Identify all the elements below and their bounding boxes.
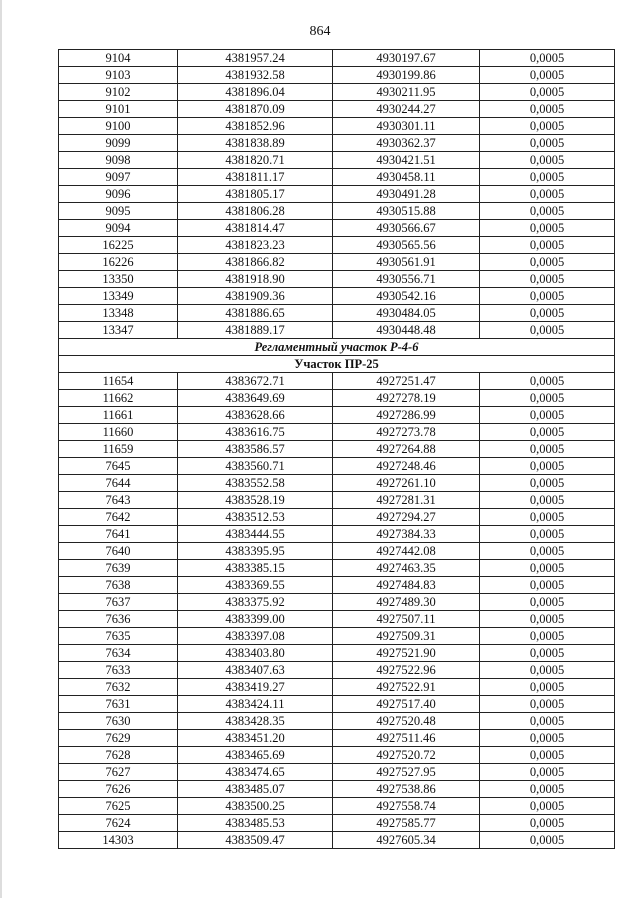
point-number-cell: 9096 bbox=[59, 186, 178, 203]
x-coordinate-cell: 4381811.17 bbox=[178, 169, 333, 186]
x-coordinate-cell: 4383444.55 bbox=[178, 526, 333, 543]
point-number-cell: 9103 bbox=[59, 67, 178, 84]
y-coordinate-cell: 4927527.95 bbox=[333, 764, 480, 781]
section-header bbox=[59, 339, 615, 373]
point-number-cell: 7642 bbox=[59, 509, 178, 526]
table-row bbox=[59, 84, 615, 101]
error-cell: 0,0005 bbox=[480, 730, 615, 747]
table-row bbox=[59, 220, 615, 237]
point-number-cell: 7645 bbox=[59, 458, 178, 475]
point-number-cell: 7630 bbox=[59, 713, 178, 730]
x-coordinate-cell: 4381909.36 bbox=[178, 288, 333, 305]
y-coordinate-cell: 4930448.48 bbox=[333, 322, 480, 339]
section-title-row bbox=[59, 339, 615, 356]
point-number-cell: 9099 bbox=[59, 135, 178, 152]
error-cell: 0,0005 bbox=[480, 84, 615, 101]
x-coordinate-cell: 4381820.71 bbox=[178, 152, 333, 169]
point-number-cell: 7631 bbox=[59, 696, 178, 713]
x-coordinate-cell: 4381870.09 bbox=[178, 101, 333, 118]
x-coordinate-cell: 4383375.92 bbox=[178, 594, 333, 611]
point-number-cell: 7624 bbox=[59, 815, 178, 832]
table-row bbox=[59, 101, 615, 118]
x-coordinate-cell: 4383509.47 bbox=[178, 832, 333, 849]
error-cell: 0,0005 bbox=[480, 254, 615, 271]
page-number: 864 bbox=[309, 24, 331, 39]
x-coordinate-cell: 4383407.63 bbox=[178, 662, 333, 679]
point-number-cell: 7627 bbox=[59, 764, 178, 781]
x-coordinate-cell: 4383672.71 bbox=[178, 373, 333, 390]
error-cell: 0,0005 bbox=[480, 118, 615, 135]
table-row bbox=[59, 441, 615, 458]
y-coordinate-cell: 4927507.11 bbox=[333, 611, 480, 628]
table-row bbox=[59, 118, 615, 135]
table-row bbox=[59, 577, 615, 594]
x-coordinate-cell: 4381918.90 bbox=[178, 271, 333, 288]
y-coordinate-cell: 4930491.28 bbox=[333, 186, 480, 203]
point-number-cell: 7629 bbox=[59, 730, 178, 747]
error-cell: 0,0005 bbox=[480, 407, 615, 424]
table-row bbox=[59, 169, 615, 186]
y-coordinate-cell: 4927484.83 bbox=[333, 577, 480, 594]
error-cell: 0,0005 bbox=[480, 305, 615, 322]
table-row bbox=[59, 662, 615, 679]
x-coordinate-cell: 4383465.69 bbox=[178, 747, 333, 764]
y-coordinate-cell: 4927517.40 bbox=[333, 696, 480, 713]
table-row bbox=[59, 526, 615, 543]
x-coordinate-cell: 4383424.11 bbox=[178, 696, 333, 713]
error-cell: 0,0005 bbox=[480, 662, 615, 679]
x-coordinate-cell: 4381896.04 bbox=[178, 84, 333, 101]
table-row bbox=[59, 781, 615, 798]
point-number-cell: 13347 bbox=[59, 322, 178, 339]
y-coordinate-cell: 4927264.88 bbox=[333, 441, 480, 458]
point-number-cell: 9098 bbox=[59, 152, 178, 169]
error-cell: 0,0005 bbox=[480, 628, 615, 645]
point-number-cell: 13349 bbox=[59, 288, 178, 305]
point-number-cell: 7633 bbox=[59, 662, 178, 679]
point-number-cell: 7639 bbox=[59, 560, 178, 577]
table-row bbox=[59, 237, 615, 254]
point-number-cell: 7634 bbox=[59, 645, 178, 662]
y-coordinate-cell: 4927605.34 bbox=[333, 832, 480, 849]
error-cell: 0,0005 bbox=[480, 101, 615, 118]
error-cell: 0,0005 bbox=[480, 220, 615, 237]
x-coordinate-cell: 4383500.25 bbox=[178, 798, 333, 815]
error-cell: 0,0005 bbox=[480, 152, 615, 169]
x-coordinate-cell: 4383397.08 bbox=[178, 628, 333, 645]
x-coordinate-cell: 4383616.75 bbox=[178, 424, 333, 441]
error-cell: 0,0005 bbox=[480, 390, 615, 407]
x-coordinate-cell: 4381852.96 bbox=[178, 118, 333, 135]
table-row bbox=[59, 747, 615, 764]
error-cell: 0,0005 bbox=[480, 560, 615, 577]
table-row bbox=[59, 203, 615, 220]
y-coordinate-cell: 4927509.31 bbox=[333, 628, 480, 645]
table-row bbox=[59, 543, 615, 560]
y-coordinate-cell: 4930421.51 bbox=[333, 152, 480, 169]
y-coordinate-cell: 4927511.46 bbox=[333, 730, 480, 747]
table-row bbox=[59, 373, 615, 390]
x-coordinate-cell: 4381806.28 bbox=[178, 203, 333, 220]
y-coordinate-cell: 4927520.48 bbox=[333, 713, 480, 730]
point-number-cell: 9095 bbox=[59, 203, 178, 220]
x-coordinate-cell: 4381932.58 bbox=[178, 67, 333, 84]
section-title: Регламентный участок Р-4-6 bbox=[59, 339, 615, 356]
table-row bbox=[59, 271, 615, 288]
point-number-cell: 7643 bbox=[59, 492, 178, 509]
table-row bbox=[59, 288, 615, 305]
y-coordinate-cell: 4930301.11 bbox=[333, 118, 480, 135]
y-coordinate-cell: 4930561.91 bbox=[333, 254, 480, 271]
error-cell: 0,0005 bbox=[480, 288, 615, 305]
table-row bbox=[59, 67, 615, 84]
table-row bbox=[59, 628, 615, 645]
y-coordinate-cell: 4930542.16 bbox=[333, 288, 480, 305]
point-number-cell: 9094 bbox=[59, 220, 178, 237]
table-row bbox=[59, 730, 615, 747]
scan-edge bbox=[0, 0, 2, 898]
coordinates-table-bottom bbox=[59, 373, 615, 849]
point-number-cell: 16225 bbox=[59, 237, 178, 254]
y-coordinate-cell: 4927585.77 bbox=[333, 815, 480, 832]
y-coordinate-cell: 4930362.37 bbox=[333, 135, 480, 152]
y-coordinate-cell: 4927286.99 bbox=[333, 407, 480, 424]
error-cell: 0,0005 bbox=[480, 526, 615, 543]
error-cell: 0,0005 bbox=[480, 135, 615, 152]
table-row bbox=[59, 594, 615, 611]
error-cell: 0,0005 bbox=[480, 645, 615, 662]
point-number-cell: 7636 bbox=[59, 611, 178, 628]
point-number-cell: 13348 bbox=[59, 305, 178, 322]
y-coordinate-cell: 4930565.56 bbox=[333, 237, 480, 254]
table-row bbox=[59, 322, 615, 339]
x-coordinate-cell: 4383399.00 bbox=[178, 611, 333, 628]
point-number-cell: 7628 bbox=[59, 747, 178, 764]
subsection-title-row bbox=[59, 356, 615, 373]
error-cell: 0,0005 bbox=[480, 322, 615, 339]
point-number-cell: 7625 bbox=[59, 798, 178, 815]
y-coordinate-cell: 4927489.30 bbox=[333, 594, 480, 611]
x-coordinate-cell: 4383528.19 bbox=[178, 492, 333, 509]
point-number-cell: 9097 bbox=[59, 169, 178, 186]
y-coordinate-cell: 4927558.74 bbox=[333, 798, 480, 815]
x-coordinate-cell: 4381838.89 bbox=[178, 135, 333, 152]
x-coordinate-cell: 4383512.53 bbox=[178, 509, 333, 526]
table-row bbox=[59, 424, 615, 441]
error-cell: 0,0005 bbox=[480, 832, 615, 849]
error-cell: 0,0005 bbox=[480, 781, 615, 798]
y-coordinate-cell: 4927442.08 bbox=[333, 543, 480, 560]
y-coordinate-cell: 4927251.47 bbox=[333, 373, 480, 390]
y-coordinate-cell: 4927273.78 bbox=[333, 424, 480, 441]
table-row bbox=[59, 254, 615, 271]
table-row bbox=[59, 475, 615, 492]
y-coordinate-cell: 4927294.27 bbox=[333, 509, 480, 526]
x-coordinate-cell: 4381805.17 bbox=[178, 186, 333, 203]
error-cell: 0,0005 bbox=[480, 475, 615, 492]
point-number-cell: 13350 bbox=[59, 271, 178, 288]
point-number-cell: 16226 bbox=[59, 254, 178, 271]
table-row bbox=[59, 645, 615, 662]
error-cell: 0,0005 bbox=[480, 203, 615, 220]
error-cell: 0,0005 bbox=[480, 373, 615, 390]
y-coordinate-cell: 4927463.35 bbox=[333, 560, 480, 577]
x-coordinate-cell: 4383649.69 bbox=[178, 390, 333, 407]
table-row bbox=[59, 50, 615, 67]
point-number-cell: 9102 bbox=[59, 84, 178, 101]
error-cell: 0,0005 bbox=[480, 594, 615, 611]
table-row bbox=[59, 390, 615, 407]
coordinates-table-top bbox=[59, 50, 615, 339]
y-coordinate-cell: 4927520.72 bbox=[333, 747, 480, 764]
y-coordinate-cell: 4930197.67 bbox=[333, 50, 480, 67]
point-number-cell: 14303 bbox=[59, 832, 178, 849]
table-row bbox=[59, 611, 615, 628]
y-coordinate-cell: 4927538.86 bbox=[333, 781, 480, 798]
x-coordinate-cell: 4383451.20 bbox=[178, 730, 333, 747]
x-coordinate-cell: 4383485.53 bbox=[178, 815, 333, 832]
error-cell: 0,0005 bbox=[480, 186, 615, 203]
x-coordinate-cell: 4381866.82 bbox=[178, 254, 333, 271]
point-number-cell: 7626 bbox=[59, 781, 178, 798]
error-cell: 0,0005 bbox=[480, 424, 615, 441]
coordinates-table bbox=[58, 49, 615, 849]
error-cell: 0,0005 bbox=[480, 458, 615, 475]
y-coordinate-cell: 4930458.11 bbox=[333, 169, 480, 186]
error-cell: 0,0005 bbox=[480, 815, 615, 832]
error-cell: 0,0005 bbox=[480, 747, 615, 764]
point-number-cell: 7635 bbox=[59, 628, 178, 645]
table-row bbox=[59, 713, 615, 730]
x-coordinate-cell: 4383586.57 bbox=[178, 441, 333, 458]
y-coordinate-cell: 4927261.10 bbox=[333, 475, 480, 492]
point-number-cell: 11660 bbox=[59, 424, 178, 441]
x-coordinate-cell: 4383485.07 bbox=[178, 781, 333, 798]
error-cell: 0,0005 bbox=[480, 713, 615, 730]
y-coordinate-cell: 4927521.90 bbox=[333, 645, 480, 662]
point-number-cell: 7641 bbox=[59, 526, 178, 543]
error-cell: 0,0005 bbox=[480, 271, 615, 288]
point-number-cell: 7632 bbox=[59, 679, 178, 696]
table-row bbox=[59, 815, 615, 832]
table-row bbox=[59, 798, 615, 815]
y-coordinate-cell: 4927278.19 bbox=[333, 390, 480, 407]
point-number-cell: 9101 bbox=[59, 101, 178, 118]
x-coordinate-cell: 4383628.66 bbox=[178, 407, 333, 424]
x-coordinate-cell: 4381957.24 bbox=[178, 50, 333, 67]
error-cell: 0,0005 bbox=[480, 237, 615, 254]
table-row bbox=[59, 492, 615, 509]
error-cell: 0,0005 bbox=[480, 67, 615, 84]
y-coordinate-cell: 4930515.88 bbox=[333, 203, 480, 220]
error-cell: 0,0005 bbox=[480, 169, 615, 186]
error-cell: 0,0005 bbox=[480, 543, 615, 560]
point-number-cell: 11661 bbox=[59, 407, 178, 424]
error-cell: 0,0005 bbox=[480, 509, 615, 526]
point-number-cell: 7637 bbox=[59, 594, 178, 611]
point-number-cell: 9104 bbox=[59, 50, 178, 67]
y-coordinate-cell: 4930199.86 bbox=[333, 67, 480, 84]
table-row bbox=[59, 679, 615, 696]
x-coordinate-cell: 4383369.55 bbox=[178, 577, 333, 594]
table-row bbox=[59, 560, 615, 577]
y-coordinate-cell: 4930484.05 bbox=[333, 305, 480, 322]
table-row bbox=[59, 509, 615, 526]
y-coordinate-cell: 4927522.91 bbox=[333, 679, 480, 696]
y-coordinate-cell: 4927384.33 bbox=[333, 526, 480, 543]
table-row bbox=[59, 458, 615, 475]
x-coordinate-cell: 4381814.47 bbox=[178, 220, 333, 237]
y-coordinate-cell: 4927248.46 bbox=[333, 458, 480, 475]
x-coordinate-cell: 4381889.17 bbox=[178, 322, 333, 339]
point-number-cell: 7644 bbox=[59, 475, 178, 492]
x-coordinate-cell: 4381886.65 bbox=[178, 305, 333, 322]
x-coordinate-cell: 4383474.65 bbox=[178, 764, 333, 781]
x-coordinate-cell: 4383395.95 bbox=[178, 543, 333, 560]
error-cell: 0,0005 bbox=[480, 764, 615, 781]
table-row bbox=[59, 407, 615, 424]
x-coordinate-cell: 4383428.35 bbox=[178, 713, 333, 730]
y-coordinate-cell: 4930211.95 bbox=[333, 84, 480, 101]
error-cell: 0,0005 bbox=[480, 611, 615, 628]
point-number-cell: 7638 bbox=[59, 577, 178, 594]
table-row bbox=[59, 305, 615, 322]
error-cell: 0,0005 bbox=[480, 441, 615, 458]
table-row bbox=[59, 764, 615, 781]
table-row bbox=[59, 832, 615, 849]
y-coordinate-cell: 4930566.67 bbox=[333, 220, 480, 237]
error-cell: 0,0005 bbox=[480, 50, 615, 67]
error-cell: 0,0005 bbox=[480, 696, 615, 713]
y-coordinate-cell: 4930556.71 bbox=[333, 271, 480, 288]
table-row bbox=[59, 135, 615, 152]
point-number-cell: 7640 bbox=[59, 543, 178, 560]
x-coordinate-cell: 4383385.15 bbox=[178, 560, 333, 577]
table-row bbox=[59, 186, 615, 203]
table-row bbox=[59, 152, 615, 169]
x-coordinate-cell: 4383419.27 bbox=[178, 679, 333, 696]
point-number-cell: 11654 bbox=[59, 373, 178, 390]
x-coordinate-cell: 4383560.71 bbox=[178, 458, 333, 475]
x-coordinate-cell: 4383403.80 bbox=[178, 645, 333, 662]
subsection-title: Участок ПР-25 bbox=[59, 356, 615, 373]
point-number-cell: 11659 bbox=[59, 441, 178, 458]
y-coordinate-cell: 4927281.31 bbox=[333, 492, 480, 509]
error-cell: 0,0005 bbox=[480, 798, 615, 815]
table-row bbox=[59, 696, 615, 713]
point-number-cell: 11662 bbox=[59, 390, 178, 407]
error-cell: 0,0005 bbox=[480, 577, 615, 594]
x-coordinate-cell: 4381823.23 bbox=[178, 237, 333, 254]
point-number-cell: 9100 bbox=[59, 118, 178, 135]
error-cell: 0,0005 bbox=[480, 679, 615, 696]
x-coordinate-cell: 4383552.58 bbox=[178, 475, 333, 492]
error-cell: 0,0005 bbox=[480, 492, 615, 509]
y-coordinate-cell: 4930244.27 bbox=[333, 101, 480, 118]
y-coordinate-cell: 4927522.96 bbox=[333, 662, 480, 679]
